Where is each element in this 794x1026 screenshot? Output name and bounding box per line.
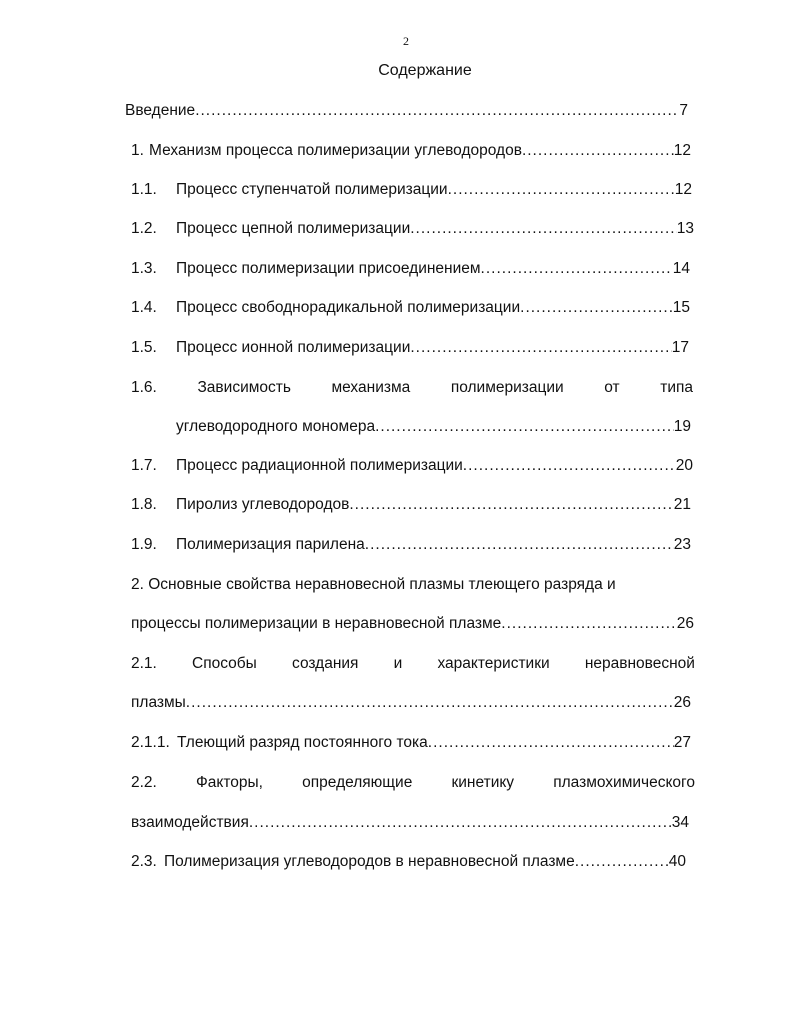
toc-entry-2-line-2	[131, 614, 694, 634]
toc-entry-text: Процесс цепной полимеризации	[176, 220, 411, 237]
toc-entry-number: 1.8.	[131, 496, 157, 513]
toc-entry-word: Факторы,	[196, 774, 263, 791]
toc-entry-text: взаимодействия	[131, 814, 249, 831]
toc-entry-page: 20	[675, 457, 693, 474]
toc-entry-number: 2.3.	[131, 853, 157, 870]
toc-entry-1-7	[131, 456, 693, 476]
toc-entry-number: 2.2.	[131, 774, 157, 791]
toc-entry-page: 23	[673, 536, 691, 553]
toc-entry-page: 12	[673, 142, 691, 159]
page-title: Содержание	[378, 62, 472, 79]
toc-entry-text: Полимеризация углеводородов в неравновесной плазме	[164, 853, 575, 870]
toc-entry-number: 1.3.	[131, 260, 157, 277]
toc-entry-2-2-line-2	[131, 813, 689, 833]
toc-entry-text: Тлеющий разряд постоянного тока	[177, 734, 428, 751]
toc-entry-1-3	[131, 259, 690, 279]
dot-leader	[410, 338, 671, 358]
toc-entry-page: 15	[672, 299, 690, 316]
toc-entry-text: Пиролиз углеводородов	[176, 496, 350, 513]
toc-entry-page: 12	[674, 181, 692, 198]
toc-entry-1-8	[131, 495, 691, 515]
toc-entry-1-2	[131, 219, 694, 239]
toc-entry-number: 1.1.	[131, 181, 157, 198]
toc-entry-number: 1.6.	[131, 379, 157, 396]
toc-entry-1-5	[131, 338, 689, 358]
dot-leader	[186, 693, 674, 713]
toc-entry-word: полимеризации	[450, 379, 564, 396]
toc-entry-2-1-line-2	[131, 693, 691, 713]
dot-leader	[448, 180, 675, 200]
toc-entry-page: 26	[676, 615, 694, 632]
dot-leader	[501, 614, 676, 634]
dot-leader	[463, 456, 676, 476]
toc-entry-page: 27	[673, 734, 691, 751]
toc-entry-text: углеводородного мономера	[176, 418, 376, 435]
toc-entry-number: 1.4.	[131, 299, 157, 316]
dot-leader	[365, 535, 674, 555]
toc-entry-1-9	[131, 535, 691, 555]
toc-entry-number: 2.	[131, 576, 144, 593]
toc-entry-page: 14	[672, 260, 690, 277]
toc-entry-page: 7	[679, 102, 688, 119]
toc-entry-1-4	[131, 298, 690, 318]
toc-entry-2-1-1	[131, 733, 691, 753]
dot-leader	[195, 101, 679, 121]
toc-entry-page: 17	[671, 339, 689, 356]
toc-entry-text: Процесс полимеризации присоединением	[176, 260, 481, 277]
toc-entry-text: Основные свойства неравновесной плазмы тлеющего разряда и	[148, 576, 616, 593]
toc-entry-word: неравновесной	[584, 655, 695, 672]
toc-entry-word: и	[393, 655, 403, 672]
toc-entry-number: 1.7.	[131, 457, 157, 474]
toc-entry-1-6-line-1	[131, 378, 693, 398]
toc-entry-word: характеристики	[437, 655, 550, 672]
toc-entry-text: Процесс ступенчатой полимеризации	[176, 181, 448, 198]
toc-entry-text: Процесс свободнорадикальной полимеризации	[176, 299, 521, 316]
toc-entry-page: 13	[676, 220, 694, 237]
toc-entry-word: Зависимость	[197, 379, 291, 396]
toc-entry-text: Введение	[125, 102, 196, 119]
toc-entry-introduction	[125, 101, 688, 121]
toc-entry-number: 2.1.1.	[131, 734, 170, 751]
toc-entry-page: 19	[673, 418, 691, 435]
toc-entry-text: процессы полимеризации в неравновесной плазме	[131, 615, 502, 632]
toc-entry-text: Механизм процесса полимеризации углеводородов	[149, 142, 522, 159]
toc-entry-page: 34	[671, 814, 689, 831]
toc-entry-1-6-line-2	[176, 417, 691, 437]
dot-leader	[428, 733, 674, 753]
toc-entry-word: Способы	[192, 655, 257, 672]
dot-leader	[249, 813, 672, 833]
toc-entry-word: плазмохимического	[553, 774, 695, 791]
toc-entry-number: 1.2.	[131, 220, 157, 237]
toc-entry-2-line-1	[131, 575, 694, 595]
toc-entry-text: Процесс радиационной полимеризации	[176, 457, 463, 474]
toc-entry-page: 21	[673, 496, 691, 513]
toc-entry-page: 26	[673, 694, 691, 711]
dot-leader	[575, 852, 669, 872]
toc-entry-2-1-line-1	[131, 654, 695, 674]
toc-entry-page: 40	[668, 853, 686, 870]
toc-entry-1-1	[131, 180, 692, 200]
toc-entry-number: 2.1.	[131, 655, 157, 672]
toc-entry-2-2-line-1	[131, 773, 695, 793]
toc-entry-word: определяющие	[302, 774, 413, 791]
page-number: 2	[403, 34, 409, 48]
toc-entry-text: плазмы	[131, 694, 186, 711]
dot-leader	[520, 298, 673, 318]
toc-entry-text: Полимеризация парилена	[176, 536, 365, 553]
toc-entry-word: кинетику	[451, 774, 515, 791]
toc-entry-word: механизма	[331, 379, 411, 396]
dot-leader	[349, 495, 673, 515]
toc-entry-number: 1.	[131, 142, 144, 159]
dot-leader	[481, 259, 673, 279]
toc-entry-word: от	[604, 379, 620, 396]
toc-entry-word: создания	[292, 655, 359, 672]
toc-entry-word: типа	[660, 379, 693, 396]
dot-leader	[410, 219, 677, 239]
dot-leader	[375, 417, 674, 437]
toc-entry-number: 1.9.	[131, 536, 157, 553]
toc-entry-2-3	[131, 852, 686, 872]
toc-entry-number: 1.5.	[131, 339, 157, 356]
dot-leader	[522, 141, 674, 161]
toc-entry-1	[131, 141, 691, 161]
toc-entry-text: Процесс ионной полимеризации	[176, 339, 411, 356]
